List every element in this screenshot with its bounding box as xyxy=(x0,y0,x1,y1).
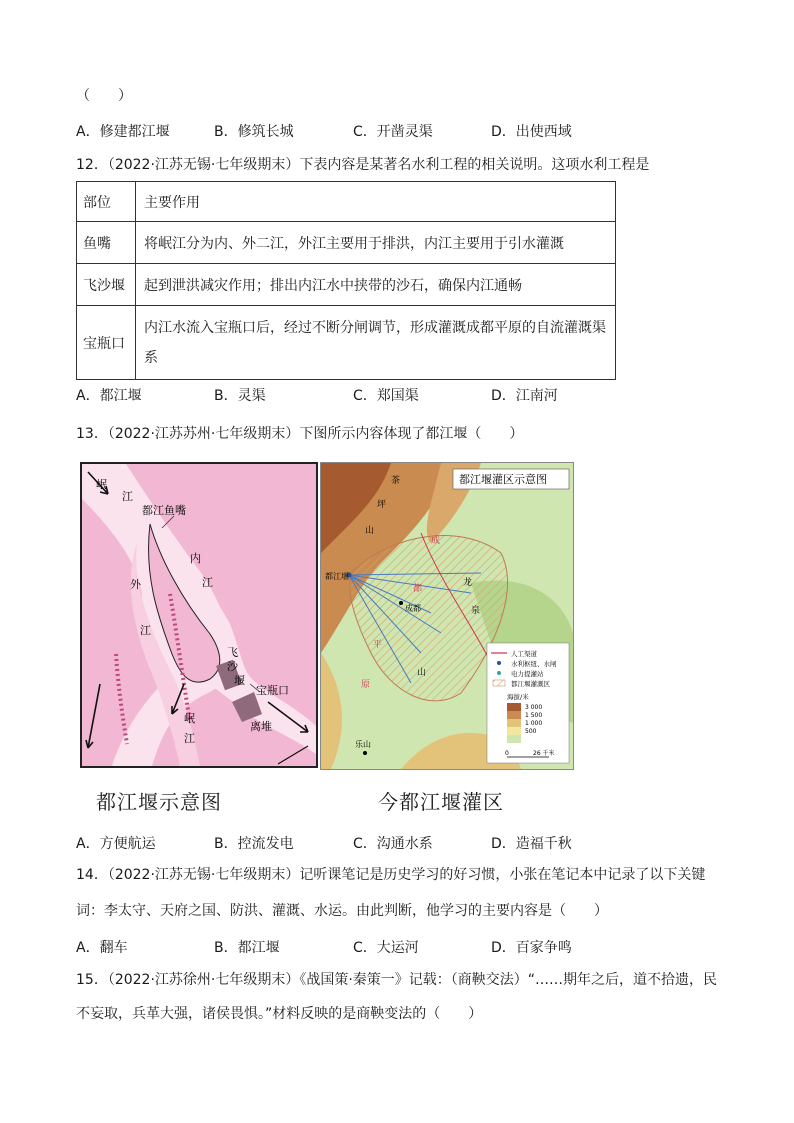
q13-option-d[interactable]: D．造福千秋 xyxy=(491,836,572,852)
q14-option-a[interactable]: A．翻车 xyxy=(76,940,128,956)
map-place-label: 山 xyxy=(365,526,375,536)
q14-stem-line-1: 14．（2022·江苏无锡·七年级期末）记听课笔记是历史学习的好习惯，小张在笔记本中记录了以下关键 xyxy=(76,867,706,883)
table-cell-part: 飞沙堰 xyxy=(77,264,136,306)
map-label: 江 xyxy=(202,576,213,589)
map-place-label: 乐山 xyxy=(355,740,371,749)
map-label: 岷 xyxy=(184,712,195,725)
map-label: 江 xyxy=(140,624,151,637)
map-label-lidui: 离堆 xyxy=(250,720,272,733)
dujiangyan-schematic-map xyxy=(80,462,318,768)
table-header-cell: 部位 xyxy=(77,182,136,222)
q14-option-c[interactable]: C．大运河 xyxy=(353,940,419,956)
right-map-caption: 今都江堰灌区 xyxy=(378,790,504,814)
table-header-cell: 主要作用 xyxy=(136,182,616,222)
q11-option-d[interactable]: D．出使西域 xyxy=(491,124,572,140)
map-label: 外 xyxy=(130,578,141,591)
elevation-level: 500 xyxy=(525,728,537,735)
map-label: 飞 xyxy=(227,646,238,659)
map-label: 内 xyxy=(190,552,201,565)
left-map-caption: 都江堰示意图 xyxy=(96,790,222,814)
scale-label: 26 千米 xyxy=(533,750,555,757)
map-place-label: 原 xyxy=(361,680,371,690)
table-cell-part: 鱼嘴 xyxy=(77,222,136,264)
map-label: 江 xyxy=(184,732,195,745)
map-place-label: 都江堰 xyxy=(325,572,349,581)
legend-item: 都江堰灌溉区 xyxy=(511,680,550,688)
map-place-label: 平 xyxy=(373,640,383,650)
map-place-label: 龙 xyxy=(463,578,473,588)
table-row xyxy=(77,222,616,264)
map-place-label: 泉 xyxy=(471,606,481,616)
elevation-legend-title: 海拔/米 xyxy=(507,693,529,701)
table-cell-part: 宝瓶口 xyxy=(77,306,136,380)
map-place-label: 都 xyxy=(413,584,423,594)
map-label: 堰 xyxy=(234,674,245,687)
q12-option-a[interactable]: A．都江堰 xyxy=(76,388,142,404)
map-label: 江 xyxy=(122,490,133,503)
q15-stem-line-1: 15．（2022·江苏徐州·七年级期末）《战国策·秦策一》记载：（商鞅交法）“……期年之后，道不拾遗，民 xyxy=(76,972,718,988)
q13-option-b[interactable]: B．控流发电 xyxy=(214,836,294,852)
table-header-row xyxy=(77,182,616,222)
q11-option-c[interactable]: C．开凿灵渠 xyxy=(353,124,433,140)
map-label: 沙 xyxy=(227,660,238,673)
table-cell-function: 起到泄洪减灾作用；排出内江水中挟带的沙石，确保内江通畅 xyxy=(136,264,616,306)
q11-option-b[interactable]: B．修筑长城 xyxy=(214,124,294,140)
table-cell-function: 内江水流入宝瓶口后，经过不断分闸调节，形成灌溉成都平原的自流灌溉渠系 xyxy=(136,306,616,380)
map-place-label: 成 xyxy=(431,536,441,546)
table-row xyxy=(77,306,616,380)
map-place-label: 坪 xyxy=(377,500,387,510)
map-place-label: 茶 xyxy=(391,476,401,486)
map-label-fish-mouth: 都江鱼嘴 xyxy=(142,504,186,517)
q13-stem: 13．（2022·江苏苏州·七年级期末）下图所示内容体现了都江堰（ ） xyxy=(76,426,524,442)
legend-item: 水利枢纽、水闸 xyxy=(511,660,557,668)
q12-option-d[interactable]: D．江南河 xyxy=(491,388,558,404)
q13-option-a[interactable]: A．方便航运 xyxy=(76,836,156,852)
irrigation-map-title: 都江堰灌区示意图 xyxy=(459,473,547,486)
map-label: 岷 xyxy=(96,478,107,491)
q12-option-c[interactable]: C．郑国渠 xyxy=(353,388,419,404)
map-label-baopingkou: 宝瓶口 xyxy=(256,684,289,697)
legend-item: 电力提灌站 xyxy=(511,670,544,678)
q15-stem-line-2: 不妄取，兵革大强，诸侯畏惧。”材料反映的是商鞅变法的（ ） xyxy=(76,1006,483,1022)
irrigation-area-map xyxy=(320,462,574,770)
q14-option-b[interactable]: B．都江堰 xyxy=(214,940,280,956)
q14-option-d[interactable]: D．百家争鸣 xyxy=(491,940,572,956)
map-place-label: 山 xyxy=(417,668,427,678)
irrigation-map-drawing xyxy=(321,463,573,769)
table-cell-function: 将岷江分为内、外二江，外江主要用于排洪，内江主要用于引水灌溉 xyxy=(136,222,616,264)
q12-table xyxy=(76,181,616,380)
q14-stem-line-2: 词：李太守、天府之国、防洪、灌溉、水运。由此判断，他学习的主要内容是（ ） xyxy=(76,903,608,919)
legend-item: 人工渠道 xyxy=(511,650,537,658)
elevation-level: 3 000 xyxy=(525,704,543,711)
q11-option-a[interactable]: A．修建都江堰 xyxy=(76,124,170,140)
scale-label: 0 xyxy=(505,750,509,757)
elevation-level: 1 500 xyxy=(525,712,543,719)
q13-option-c[interactable]: C．沟通水系 xyxy=(353,836,433,852)
q12-stem: 12．（2022·江苏无锡·七年级期末）下表内容是某著名水利工程的相关说明。这项水利工程是 xyxy=(76,157,650,173)
elevation-level: 1 000 xyxy=(525,720,543,727)
q12-option-b[interactable]: B．灵渠 xyxy=(214,388,266,404)
table-row xyxy=(77,264,616,306)
map-place-label: 成都 xyxy=(405,604,421,613)
schematic-river-drawing xyxy=(82,464,316,766)
q11-answer-blank: （ ） xyxy=(76,88,132,104)
